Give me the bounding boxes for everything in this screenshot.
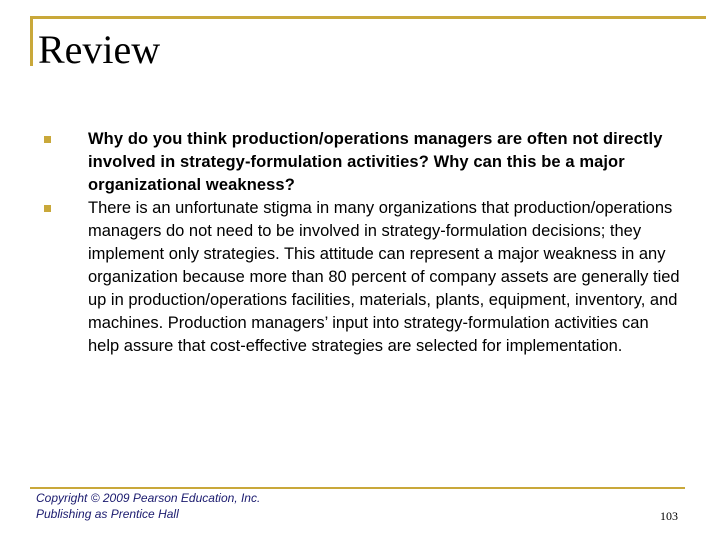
title-rule-left <box>30 16 33 66</box>
title-rule-top <box>30 16 706 19</box>
square-bullet-icon <box>44 136 51 143</box>
bullet-answer <box>42 197 682 358</box>
copyright-line-1: Copyright © 2009 Pearson Education, Inc. <box>36 491 261 505</box>
bullet-question-text: Why do you think production/operations managers are often not directly involved in strategy-formulation activities? Why can this be a major organizational weakness? <box>88 130 663 194</box>
footer-rule <box>30 487 685 489</box>
slide-title: Review <box>38 27 161 72</box>
copyright-line-2: Publishing as Prentice Hall <box>36 507 179 521</box>
bullet-question <box>42 128 682 197</box>
square-bullet-icon <box>44 205 51 212</box>
bullet-answer-text: There is an unfortunate stigma in many organizations that production/operations managers do not need to be involved in strategy-formulation decisions; they implement only strategies. This attitude can represent a major weakness in any organization because more than 80 percent of company assets are generally tied up in production/operations facilities, materials, plants, equipment, inventory, and machines. Production managers’ input into strategy-formulation activities can help assure that cost-effective strategies are selected for implementation. <box>88 199 680 355</box>
slide-content <box>42 128 682 358</box>
page-number: 103 <box>660 509 678 523</box>
footer-copyright <box>36 490 260 522</box>
